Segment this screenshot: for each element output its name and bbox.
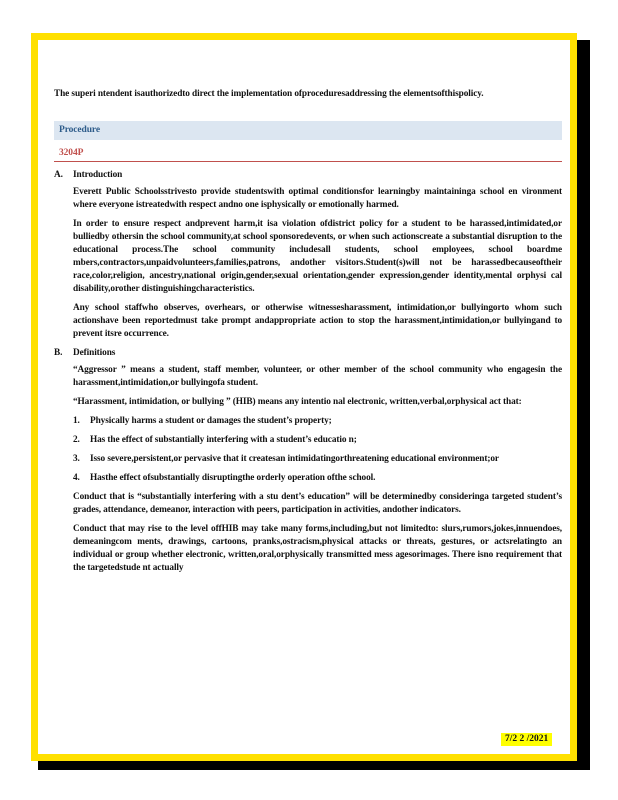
list-item-number: 4. (73, 473, 80, 483)
aggressor-definition: “Aggressor ” means a student, staff member, volunteer, or other member of the school community who engagesin the harassment,intimidation,or bullyingofa student. (73, 365, 562, 388)
procedure-heading: Procedure (54, 121, 562, 140)
section-a-paragraph: In order to ensure respect andprevent harm,it isa violation ofdistrict policy for a student to be harassed,intimidated,or bulliedby othersin the school community,at school sponsoredevents, or when such actionscreate a substantial disruption to the educational process.The school community includesall students, school employees, school boardme mbers,contractors,unpaidvolunteers,families,patrons, andother visitors.Student(s)will not be harassedbecauseoftheir race,color,religion, ancestry,national origin,gender,sexual orientation,gender expression,gender identity,mental orphysi cal disability,orother distinguishingcharacteristics. (73, 219, 562, 294)
list-item-text: Physically harms a student or damages the student’s property; (90, 416, 332, 426)
section-b-letter: B. (54, 348, 63, 358)
section-b-heading (54, 347, 562, 360)
list-item (73, 434, 562, 447)
list-item-number: 1. (73, 416, 80, 426)
hib-definition: “Harassment, intimidation, or bullying ” (HIB) means any intentio nal electronic, written,verbal,orphysical act that: (73, 397, 522, 407)
conduct-interfering-paragraph: Conduct that is “substantially interfering with a stu dent’s education” will be determinedby consideringa targeted student’s grades, attendance, demeanor, interaction with peers, participation in activities, andother indicators. (73, 492, 562, 515)
list-item-number: 2. (73, 435, 80, 445)
section-a-letter: A. (54, 170, 63, 180)
section-b-title: Definitions (73, 348, 116, 358)
intro-paragraph: The superi ntendent isauthorizedto direct the implementation ofproceduresaddressing the elementsofthispolicy. (54, 89, 484, 99)
list-item (73, 472, 562, 485)
list-item (73, 453, 562, 466)
section-a-body (73, 186, 562, 341)
document-content (54, 88, 562, 581)
list-item-text: Isso severe,persistent,or pervasive that it createsan intimidatingorthreatening educational environment;or (90, 454, 499, 464)
footer-date: 7/2 2 /2021 (501, 733, 552, 746)
list-item (73, 415, 562, 428)
list-item-text: Has the effect of substantially interfering with a student’s educatio n; (90, 435, 357, 445)
section-a-heading (54, 169, 562, 182)
list-item-number: 3. (73, 454, 80, 464)
conduct-hib-paragraph: Conduct that may rise to the level offHIB may take many forms,including,but not limitedto: slurs,rumors,jokes,innuendoes, demeaningcom ments, drawings, cartoons, pranks,ostracism,physical attacks or threats, gestures, or actsrelatingto an individual or group whether electronic, written,oral,orphysically transmitted mess agesorimages. There isno requirement that the targetedstude nt actually (73, 524, 562, 573)
section-a-title: Introduction (73, 170, 123, 180)
section-b-body (73, 364, 562, 575)
section-a-paragraph: Any school staffwho observes, overhears, or otherwise witnessesharassment, intimidation,or bullyingorto whom such actionshave been reportedmust take prompt andappropriate action to stop the harassment,intimidation,or bullyingand to prevent itsre occurrence. (73, 303, 562, 339)
section-a-paragraph: Everett Public Schoolsstrivesto provide studentswith optimal conditionsfor learningby maintaininga school en vironment where everyone istreatedwith respect andno one isphysically or emotionally harmed. (73, 187, 562, 210)
list-item-text: Hasthe effect ofsubstantially disruptingthe orderly operation ofthe school. (90, 473, 376, 483)
procedure-number: 3204P (54, 146, 562, 162)
